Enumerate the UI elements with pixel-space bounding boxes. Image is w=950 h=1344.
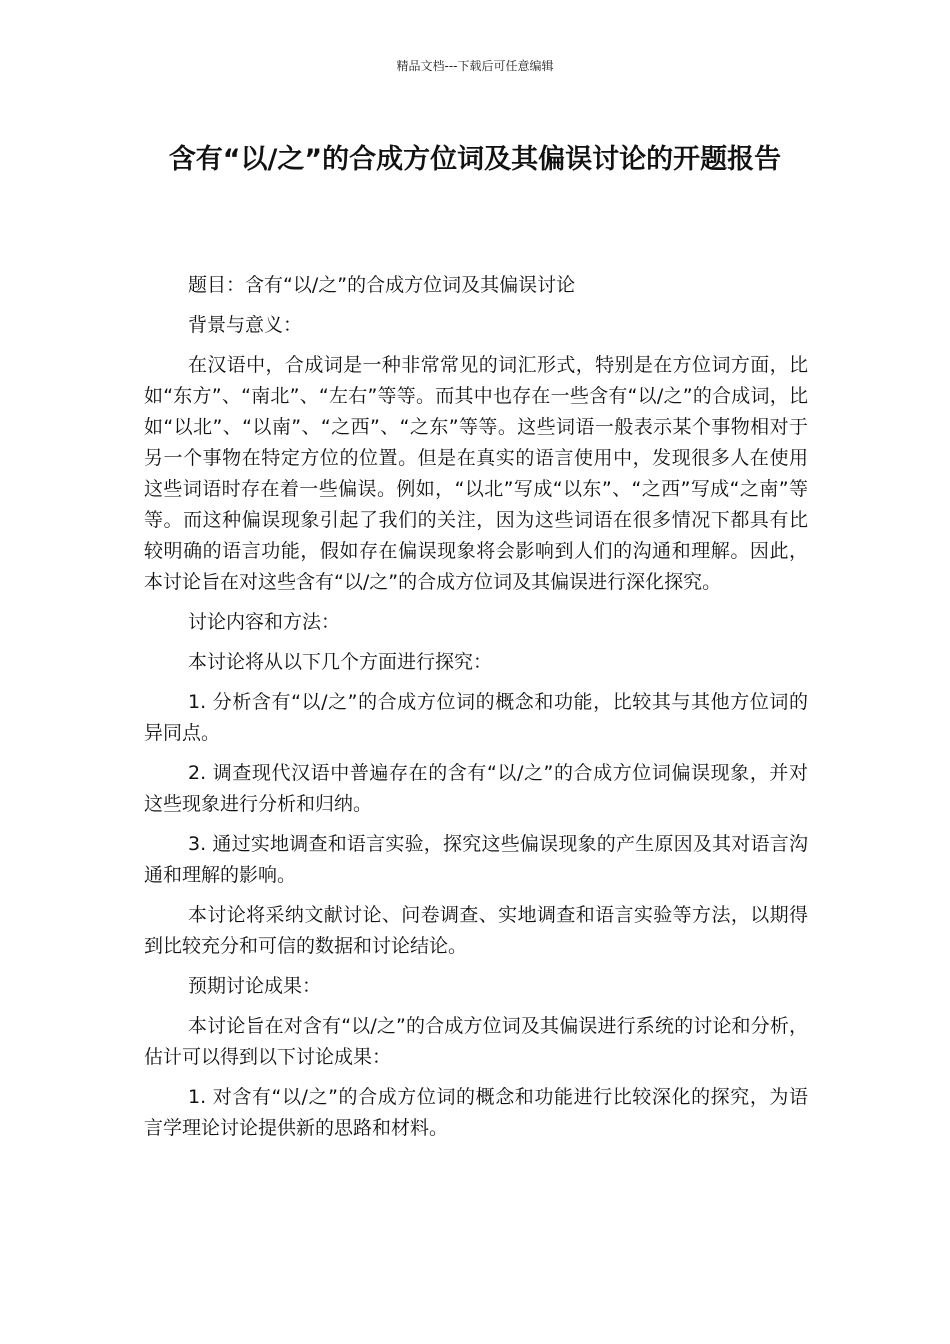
paragraph-topic: 题目：含有“以/之”的合成方位词及其偏误讨论 <box>188 274 576 296</box>
list-item-method-2: 2. 调查现代汉语中普遍存在的含有“以/之”的合成方位词偏误现象，并对这些现象进行分析和归纳。 <box>144 762 808 815</box>
document-title: 含有“以/之”的合成方位词及其偏误讨论的开题报告 <box>168 144 782 175</box>
paragraph-methods-summary: 本讨论将采纳文献讨论、问卷调查、实地调查和语言实验等方法，以期得到比较充分和可信的数据和讨论结论。 <box>144 904 808 957</box>
list-item-result-1: 1. 对含有“以/之”的合成方位词的概念和功能进行比较深化的探究，为语言学理论讨论提供新的思路和材料。 <box>144 1086 808 1139</box>
document-body <box>144 270 808 1153</box>
page-header: 精品文档---下载后可任意编辑 <box>396 59 554 73</box>
list-item-method-1: 1. 分析含有“以/之”的合成方位词的概念和功能，比较其与其他方位词的异同点。 <box>144 691 808 744</box>
heading-background: 背景与意义： <box>188 314 303 336</box>
paragraph-results-intro: 本讨论旨在对含有“以/之”的合成方位词及其偏误进行系统的讨论和分析，估计可以得到以下讨论成果： <box>144 1015 808 1068</box>
heading-methods: 讨论内容和方法： <box>188 611 341 633</box>
list-item-method-3: 3. 通过实地调查和语言实验，探究这些偏误现象的产生原因及其对语言沟通和理解的影响。 <box>144 833 808 886</box>
paragraph-methods-intro: 本讨论将从以下几个方面进行探究： <box>188 651 493 673</box>
heading-expected-results: 预期讨论成果： <box>188 975 322 997</box>
paragraph-background: 在汉语中，合成词是一种非常常见的词汇形式，特别是在方位词方面，比如“东方”、“南北”、“左右”等等。而其中也存在一些含有“以/之”的合成词，比如“以北”、“以南”、“之西”、“之东”等等。这些词语一般表示某个事物相对于另一个事物在特定方位的位置。但是在真实的语言使用中，发现很多人在使用这些词语时存在着一些偏误。例如，“以北”写成“以东”、“之西”写成“之南”等等。而这种偏误现象引起了我们的关注，因为这些词语在很多情况下都具有比较明确的语言功能，假如存在偏误现象将会影响到人们的沟通和理解。因此，本讨论旨在对这些含有“以/之”的合成方位词及其偏误进行深化探究。 <box>144 354 808 593</box>
